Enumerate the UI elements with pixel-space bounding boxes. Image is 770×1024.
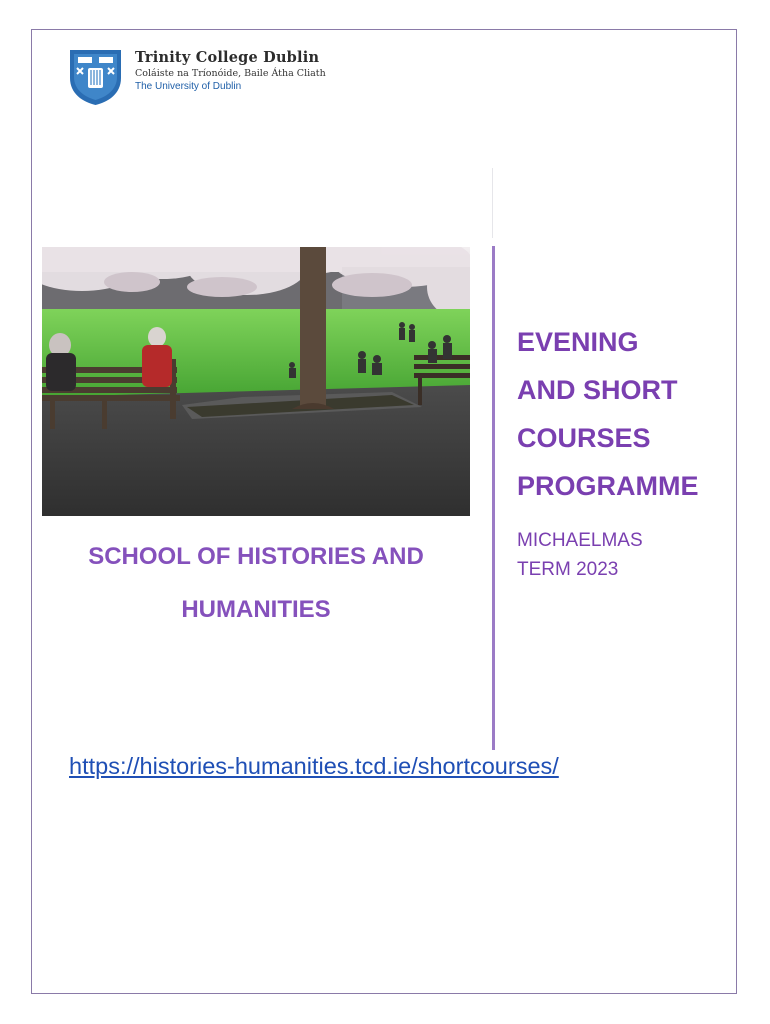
programme-title-line: COURSES [517,423,651,453]
programme-title-line: EVENING [517,327,639,357]
tcd-logo [68,48,338,108]
tcd-crest-icon [68,48,123,106]
shortcourses-link[interactable]: https://histories-humanities.tcd.ie/shortcourses/ [69,753,559,779]
logo-irish-name: Coláiste na Tríonóide, Baile Átha Cliath [135,68,326,79]
vertical-divider [492,246,495,750]
logo-title: Trinity College Dublin [135,49,320,66]
school-title: SCHOOL OF HISTORIES AND HUMANITIES [88,543,424,623]
term-line: MICHAELMAS [517,530,643,551]
programme-title-line: PROGRAMME [517,471,699,501]
term-line: TERM 2023 [517,559,619,580]
logo-subtitle: The University of Dublin [135,81,242,92]
programme-title-line: AND SHORT [517,375,678,405]
term-label [517,526,717,584]
programme-title [517,318,732,510]
campus-photo [42,247,470,516]
faint-divider [492,168,493,238]
